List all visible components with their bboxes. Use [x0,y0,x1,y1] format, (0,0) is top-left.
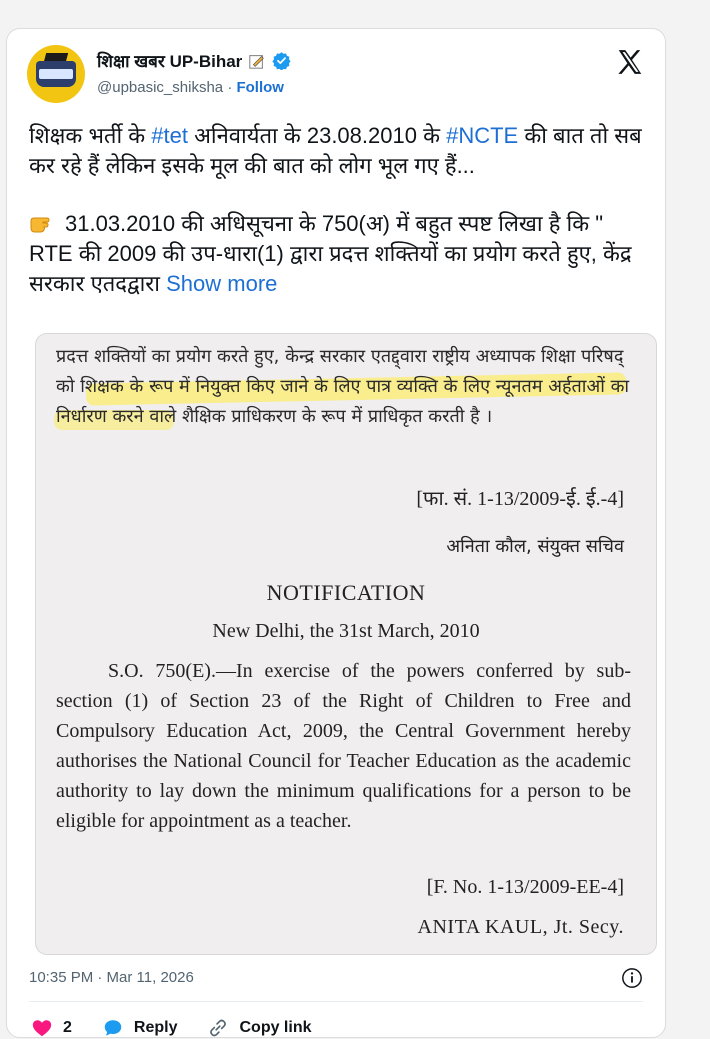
reply-button[interactable] [102,1017,178,1039]
attached-document-image[interactable] [35,333,657,955]
tweet-paragraph-1 [29,121,649,181]
notification-date: New Delhi, the 31st March, 2010 [212,620,480,642]
file-number-hindi: [फा. सं. 1-13/2009-ई. ई.-4] [416,488,624,510]
pointing-hand-icon [29,212,57,234]
like-button[interactable] [31,1017,72,1039]
handle-separator: · [227,79,233,96]
tweet-card [6,28,666,1038]
tweet-timestamp[interactable]: 10:35 PM · Mar 11, 2026 [29,969,194,986]
x-logo-icon[interactable] [615,47,645,77]
avatar[interactable] [27,45,85,103]
tweet-text [29,121,649,299]
copy-link-button[interactable] [207,1017,311,1039]
notification-body-text: S.O. 750(E).—In exercise of the powers conferred by sub-section (1) of Section 23 of the Right of Children to Free and Compulsory Education Act, 2009, the Central Government hereby authorises the National Council for Teacher Education as the academic authority to lay down the minimum qualifications for a person to be eligible for appointment as a teacher. [56,660,631,832]
author-handle-row [97,79,284,96]
hindi-notification-text: प्रदत्त शक्तियों का प्रयोग करते हुए, केन्द्र सरकार एतद्द्वारा राष्ट्रीय अध्यापक शिक्षा परिषद् को शिक्षक के रूप में नियुक्त किए जाने के लिए पात्र व्यक्ति के लिए न्यूनतम अर्हताओं का निर्धारण करने वाले शैक्षिक प्राधिकरण के रूप में प्राधिकृत करती है । [56,346,630,427]
reply-bubble-icon [102,1017,124,1039]
like-count: 2 [63,1019,72,1036]
divider [29,1001,643,1002]
notification-body [56,656,631,836]
reply-label: Reply [133,1019,178,1036]
tweet-text-segment: शिक्षक भर्ती के [29,123,152,148]
hashtag-ncte[interactable]: #NCTE [446,123,519,148]
file-number-english: [F. No. 1-13/2009-EE-4] [426,876,624,898]
verified-badge-icon [272,51,291,70]
copy-link-label: Copy link [239,1019,312,1036]
tweet-paragraph-2 [29,209,649,299]
tweet-text-segment: 31.03.2010 की अधिसूचना के 750(अ) में बहुत स्पष्ट लिखा है कि " RTE की 2009 की उप-धारा(1) द्वारा प्रदत्त शक्तियों का प्रयोग करते हुए, केंद्र सरकार एतदद्वारा [29,211,632,296]
author-name-row [97,49,291,72]
avatar-label-band [39,69,73,79]
heart-icon [31,1017,53,1039]
author-handle[interactable]: @upbasic_shiksha [97,79,224,96]
info-icon[interactable] [621,967,643,989]
signatory-english: ANITA KAUL, Jt. Secy. [417,916,624,938]
signatory-hindi: अनिता कौल, संयुक्त सचिव [446,536,624,557]
hashtag-tet[interactable]: #tet [151,123,188,148]
tweet-text-segment: अनिवार्यता के 23.08.2010 के [187,123,447,148]
tweet-text-segment: की बात तो सब कर रहे हैं लेकिन इसके मूल की बात को लोग भूल गए हैं... [29,123,642,178]
show-more-link[interactable]: Show more [166,271,278,296]
follow-button[interactable]: Follow [236,79,284,96]
pencil-icon [248,52,266,70]
link-icon [207,1017,229,1039]
author-display-name[interactable]: शिक्षा खबर UP-Bihar [97,52,243,71]
notification-title: NOTIFICATION [266,580,426,605]
tweet-actions [31,1017,342,1039]
